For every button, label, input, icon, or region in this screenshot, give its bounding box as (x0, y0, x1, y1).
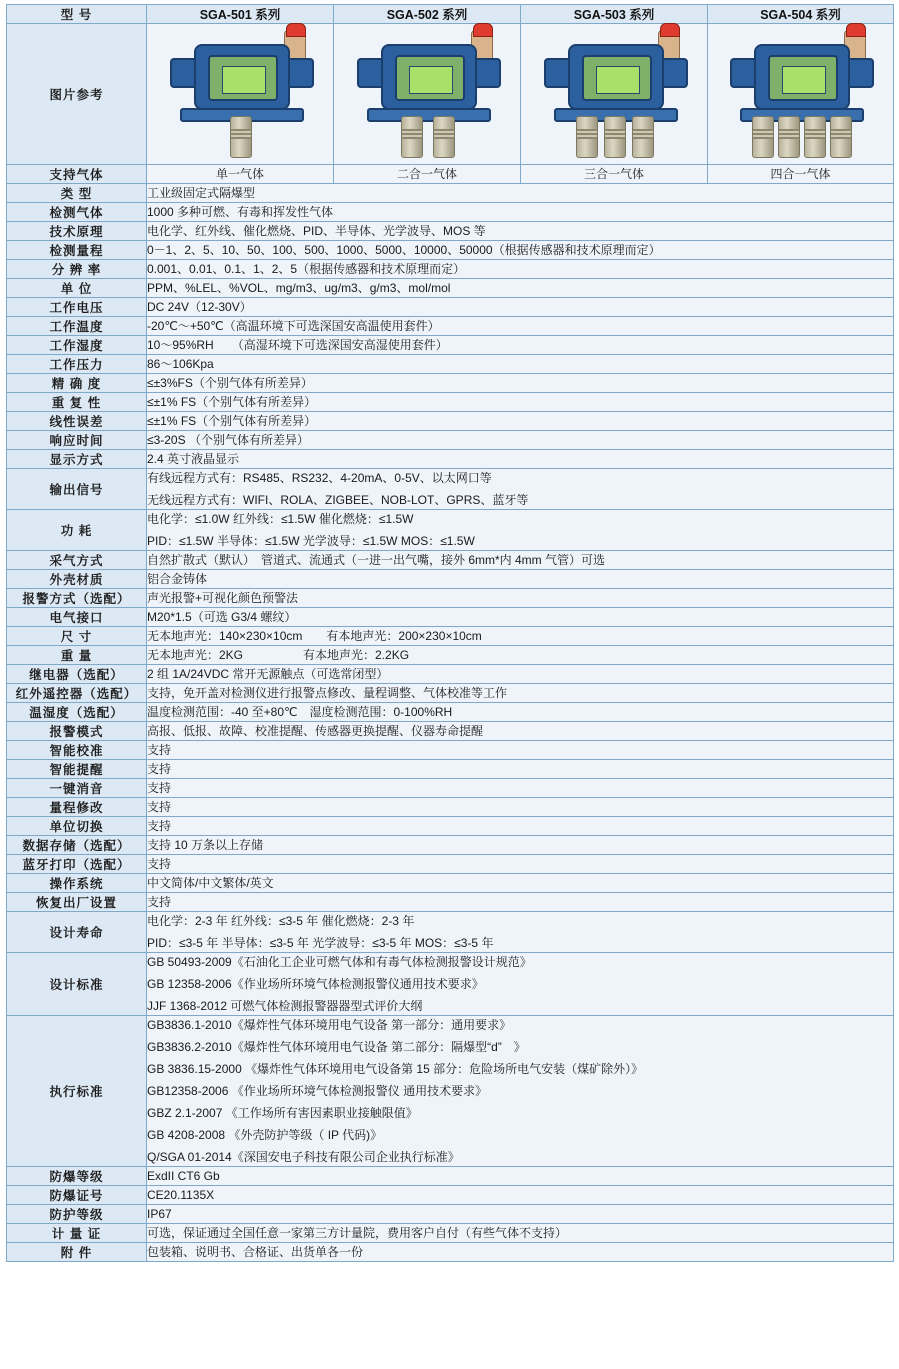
row-value-voltage: DC 24V（12-30V） (147, 298, 894, 317)
row-label-weight: 重 量 (7, 646, 147, 665)
table-row-principle (7, 222, 894, 241)
table-row-weight (7, 646, 894, 665)
detector-display (222, 66, 266, 94)
table-row-working-pressure (7, 355, 894, 374)
sensor-probe (752, 116, 774, 158)
row-value-range-modify: 支持 (147, 798, 894, 817)
design-standard-2: GB 12358-2006《作业场所环境气体检测报警仪通用技术要求》 (147, 977, 484, 991)
power-catalytic: 催化燃烧：≤1.5W (318, 512, 414, 526)
execution-standard-1: GB3836.1-2010《爆炸性气体环境用电气设备 第一部分：通用要求》 (147, 1018, 512, 1032)
table-row-images (7, 24, 894, 165)
row-value-electrical-interface: M20*1.5（可选 G3/4 螺纹） (147, 608, 894, 627)
table-row-alarm-mode-option (7, 589, 894, 608)
row-label-ip-rating: 防护等级 (7, 1205, 147, 1224)
row-value-linearity: ≤±1% FS（个别气体有所差异） (147, 412, 894, 431)
row-value-output (147, 469, 894, 510)
row-label-working-temp: 工作温度 (7, 317, 147, 336)
row-value-resolution: 0.001、0.01、0.1、1、2、5（根据传感器和技术原理而定） (147, 260, 894, 279)
row-value-repeatability: ≤±1% FS（个别气体有所差异） (147, 393, 894, 412)
detector-display (409, 66, 453, 94)
table-row-display (7, 450, 894, 469)
row-label-resolution: 分 辨 率 (7, 260, 147, 279)
row-label-ex-rating: 防爆等级 (7, 1167, 147, 1186)
row-value-ex-rating: ExdII CT6 Gb (147, 1167, 894, 1186)
row-value-one-key-mute: 支持 (147, 779, 894, 798)
row-label-working-humidity: 工作湿度 (7, 336, 147, 355)
row-value-alarm-mode-option: 声光报警+可视化颜色预警法 (147, 589, 894, 608)
row-label-smart-calibration: 智能校准 (7, 741, 147, 760)
table-row-size (7, 627, 894, 646)
row-value-accuracy: ≤±3%FS（个别气体有所差异） (147, 374, 894, 393)
model-sga-501: SGA-501 系列 (147, 5, 334, 24)
sensor-probe (576, 116, 598, 158)
row-label-relay: 继电器（选配） (7, 665, 147, 684)
row-label-metrology-certificate: 计 量 证 (7, 1224, 147, 1243)
row-value-type: 工业级固定式隔爆型 (147, 184, 894, 203)
row-label-range: 检测量程 (7, 241, 147, 260)
detector-body (568, 44, 664, 110)
row-value-ex-certificate: CE20.1135X (147, 1186, 894, 1205)
row-label-power: 功 耗 (7, 510, 147, 551)
power-infrared: 红外线：≤1.5W (232, 512, 316, 526)
row-label-smart-reminder: 智能提醒 (7, 760, 147, 779)
table-row-unit (7, 279, 894, 298)
specification-table (6, 4, 894, 1262)
row-label-unit-switch: 单位切换 (7, 817, 147, 836)
table-row-ex-rating (7, 1167, 894, 1186)
sensor-probe (604, 116, 626, 158)
detector-body (381, 44, 477, 110)
image-cell-sga-503 (521, 24, 708, 165)
design-standard-3: JJF 1368-2012 可燃气体检测报警器器型式评价大纲 (147, 999, 423, 1013)
row-label-display: 显示方式 (7, 450, 147, 469)
execution-standard-7: Q/SGA 01-2014《深国安电子科技有限公司企业执行标准》 (147, 1150, 460, 1164)
table-row-factory-reset (7, 893, 894, 912)
image-cell-sga-501 (147, 24, 334, 165)
row-label-voltage: 工作电压 (7, 298, 147, 317)
row-label-os: 操作系统 (7, 874, 147, 893)
model-sga-504: SGA-504 系列 (708, 5, 894, 24)
execution-standard-3: GB 3836.15-2000 《爆炸性气体环境用电气设备第 15 部分：危险场所电气安装（煤矿除外）》 (147, 1062, 644, 1076)
row-value-power (147, 510, 894, 551)
row-value-alarm-modes: 高报、低报、故障、校准提醒、传感器更换提醒、仪器寿命提醒 (147, 722, 894, 741)
design-standard-1: GB 50493-2009《石油化工企业可燃气体和有毒气体检测报警设计规范》 (147, 955, 532, 969)
table-row-range (7, 241, 894, 260)
table-row-metrology-certificate (7, 1224, 894, 1243)
row-label-response-time: 响应时间 (7, 431, 147, 450)
row-value-accessories: 包装箱、说明书、合格证、出货单各一份 (147, 1243, 894, 1262)
table-row-voltage (7, 298, 894, 317)
table-row-smart-reminder (7, 760, 894, 779)
row-label-design-standard: 设计标准 (7, 953, 147, 1016)
execution-standard-2: GB3836.2-2010《爆炸性气体环境用电气设备 第二部分：隔爆型“d” 》 (147, 1040, 526, 1054)
row-value-factory-reset: 支持 (147, 893, 894, 912)
row-label-principle: 技术原理 (7, 222, 147, 241)
row-label-repeatability: 重 复 性 (7, 393, 147, 412)
table-row-relay (7, 665, 894, 684)
image-cell-sga-502 (334, 24, 521, 165)
row-value-unit-switch: 支持 (147, 817, 894, 836)
power-mos: MOS：≤1.5W (400, 534, 475, 548)
row-value-metrology-certificate: 可选，保证通过全国任意一家第三方计量院，费用客户自付（有些气体不支持） (147, 1224, 894, 1243)
row-value-temp-humidity-option: 温度检测范围：-40 至+80℃ 湿度检测范围：0-100%RH (147, 703, 894, 722)
supported-gas-501: 单一气体 (147, 165, 334, 184)
row-label-alarm-mode-option: 报警方式（选配） (7, 589, 147, 608)
row-value-response-time: ≤3-20S （个别气体有所差异） (147, 431, 894, 450)
life-electrochemical: 电化学：2-3 年 (147, 914, 228, 928)
life-optical-waveguide: 光学波导：≤3-5 年 (312, 936, 412, 950)
row-value-working-temp: -20℃～+50℃（高温环境下可选深国安高温使用套件） (147, 317, 894, 336)
row-label-model: 型 号 (7, 5, 147, 24)
table-row-unit-switch (7, 817, 894, 836)
row-value-working-pressure: 86～106Kpa (147, 355, 894, 374)
life-pid: PID：≤3-5 年 (147, 936, 219, 950)
row-label-ir-remote: 红外遥控器（选配） (7, 684, 147, 703)
row-value-detect-gas: 1000 多种可燃、有毒和挥发性气体 (147, 203, 894, 222)
row-value-smart-calibration: 支持 (147, 741, 894, 760)
supported-gas-502: 二合一气体 (334, 165, 521, 184)
row-label-one-key-mute: 一键消音 (7, 779, 147, 798)
row-label-type: 类 型 (7, 184, 147, 203)
execution-standard-5: GBZ 2.1-2007 《工作场所有害因素职业接触限值》 (147, 1106, 418, 1120)
life-mos: MOS：≤3-5 年 (414, 936, 494, 950)
table-row-resolution (7, 260, 894, 279)
output-wireless: 无线远程方式有：WIFI、ROLA、ZIGBEE、NOB-LOT、GPRS、蓝牙等 (147, 493, 529, 507)
row-value-design-life (147, 912, 894, 953)
row-value-relay: 2 组 1A/24VDC 常开无源触点（可选常闭型） (147, 665, 894, 684)
power-semiconductor: 半导体：≤1.5W (216, 534, 300, 548)
table-row-housing (7, 570, 894, 589)
table-row-accessories (7, 1243, 894, 1262)
row-value-range: 0－1、2、5、10、50、100、500、1000、5000、10000、50000（根据传感器和技术原理而定） (147, 241, 894, 260)
model-sga-502: SGA-502 系列 (334, 5, 521, 24)
life-infrared: 红外线：≤3-5 年 (231, 914, 319, 928)
row-value-sampling: 自然扩散式（默认） 管道式、流通式（一进一出气嘴，接外 6mm*内 4mm 气管）可选 (147, 551, 894, 570)
sensor-probe (230, 116, 252, 158)
row-value-display: 2.4 英寸液晶显示 (147, 450, 894, 469)
row-label-output: 输出信号 (7, 469, 147, 510)
power-electrochemical: 电化学：≤1.0W (147, 512, 230, 526)
row-label-execution-standard: 执行标准 (7, 1016, 147, 1167)
output-wired: 有线远程方式有：RS485、RS232、4-20mA、0-5V、以太网口等 (147, 471, 492, 485)
table-row-working-temp (7, 317, 894, 336)
table-row-alarm-modes (7, 722, 894, 741)
row-label-accuracy: 精 确 度 (7, 374, 147, 393)
row-label-bluetooth-print: 蓝牙打印（选配） (7, 855, 147, 874)
execution-standard-4: GB12358-2006 《作业场所环境气体检测报警仪 通用技术要求》 (147, 1084, 488, 1098)
row-label-size: 尺 寸 (7, 627, 147, 646)
table-row-design-life (7, 912, 894, 953)
row-label-alarm-modes: 报警模式 (7, 722, 147, 741)
model-sga-503: SGA-503 系列 (521, 5, 708, 24)
row-value-weight: 无本地声光：2KG 有本地声光：2.2KG (147, 646, 894, 665)
row-label-design-life: 设计寿命 (7, 912, 147, 953)
sensor-probe (830, 116, 852, 158)
table-row-design-standard (7, 953, 894, 1016)
table-row-ip-rating (7, 1205, 894, 1224)
life-semiconductor: 半导体：≤3-5 年 (221, 936, 309, 950)
row-label-image-reference: 图片参考 (7, 24, 147, 165)
table-row-bluetooth-print (7, 855, 894, 874)
table-row-detect-gas (7, 203, 894, 222)
row-label-factory-reset: 恢复出厂设置 (7, 893, 147, 912)
detector-display (782, 66, 826, 94)
sga-503-device (532, 24, 697, 164)
table-row-supported-gas (7, 165, 894, 184)
row-label-range-modify: 量程修改 (7, 798, 147, 817)
sensor-probe (401, 116, 423, 158)
table-row-repeatability (7, 393, 894, 412)
row-label-unit: 单 位 (7, 279, 147, 298)
row-label-linearity: 线性误差 (7, 412, 147, 431)
table-row-ex-certificate (7, 1186, 894, 1205)
table-row-temp-humidity-option (7, 703, 894, 722)
row-label-housing: 外壳材质 (7, 570, 147, 589)
supported-gas-504: 四合一气体 (708, 165, 894, 184)
row-value-ip-rating: IP67 (147, 1205, 894, 1224)
power-optical-waveguide: 光学波导：≤1.5W (302, 534, 398, 548)
power-pid: PID：≤1.5W (147, 534, 214, 548)
sga-501-device (158, 24, 323, 164)
row-label-electrical-interface: 电气接口 (7, 608, 147, 627)
row-value-unit: PPM、%LEL、%VOL、mg/m3、ug/m3、g/m3、mol/mol (147, 279, 894, 298)
life-catalytic: 催化燃烧：2-3 年 (321, 914, 415, 928)
row-value-design-standard (147, 953, 894, 1016)
detector-face (582, 55, 652, 101)
table-row-smart-calibration (7, 741, 894, 760)
row-value-data-storage: 支持 10 万条以上存储 (147, 836, 894, 855)
row-label-working-pressure: 工作压力 (7, 355, 147, 374)
detector-face (208, 55, 278, 101)
table-row-electrical-interface (7, 608, 894, 627)
sensor-probe (778, 116, 800, 158)
row-value-execution-standard (147, 1016, 894, 1167)
sensor-probe (804, 116, 826, 158)
table-row-response-time (7, 431, 894, 450)
row-value-housing: 铝合金铸体 (147, 570, 894, 589)
supported-gas-503: 三合一气体 (521, 165, 708, 184)
table-row-working-humidity (7, 336, 894, 355)
table-row-data-storage (7, 836, 894, 855)
table-row-model (7, 5, 894, 24)
sga-502-device (345, 24, 510, 164)
detector-body (194, 44, 290, 110)
detector-face (395, 55, 465, 101)
table-row-accuracy (7, 374, 894, 393)
row-label-sampling: 采气方式 (7, 551, 147, 570)
table-row-type (7, 184, 894, 203)
row-value-working-humidity: 10～95%RH （高湿环境下可选深国安高湿使用套件） (147, 336, 894, 355)
table-row-range-modify (7, 798, 894, 817)
image-cell-sga-504 (708, 24, 894, 165)
table-row-ir-remote (7, 684, 894, 703)
detector-display (596, 66, 640, 94)
row-value-os: 中文简体/中文繁体/英文 (147, 874, 894, 893)
table-row-output (7, 469, 894, 510)
sensor-probe (433, 116, 455, 158)
row-value-ir-remote: 支持，免开盖对检测仪进行报警点修改、量程调整、气体校准等工作 (147, 684, 894, 703)
row-label-data-storage: 数据存储（选配） (7, 836, 147, 855)
row-label-detect-gas: 检测气体 (7, 203, 147, 222)
row-label-ex-certificate: 防爆证号 (7, 1186, 147, 1205)
row-value-smart-reminder: 支持 (147, 760, 894, 779)
manifold-bar (367, 108, 491, 122)
table-row-sampling (7, 551, 894, 570)
table-row-os (7, 874, 894, 893)
table-row-execution-standard (7, 1016, 894, 1167)
execution-standard-6: GB 4208-2008 《外壳防护等级（ IP 代码)》 (147, 1128, 383, 1142)
row-label-accessories: 附 件 (7, 1243, 147, 1262)
row-value-size: 无本地声光：140×230×10cm 有本地声光：200×230×10cm (147, 627, 894, 646)
sga-504-device (718, 24, 883, 164)
row-value-bluetooth-print: 支持 (147, 855, 894, 874)
table-row-power (7, 510, 894, 551)
table-row-linearity (7, 412, 894, 431)
detector-face (768, 55, 838, 101)
detector-body (754, 44, 850, 110)
row-label-temp-humidity-option: 温湿度（选配） (7, 703, 147, 722)
table-row-one-key-mute (7, 779, 894, 798)
sensor-probe (632, 116, 654, 158)
row-label-supported-gas: 支持气体 (7, 165, 147, 184)
footer-spacer (6, 1262, 893, 1268)
row-value-principle: 电化学、红外线、催化燃烧、PID、半导体、光学波导、MOS 等 (147, 222, 894, 241)
